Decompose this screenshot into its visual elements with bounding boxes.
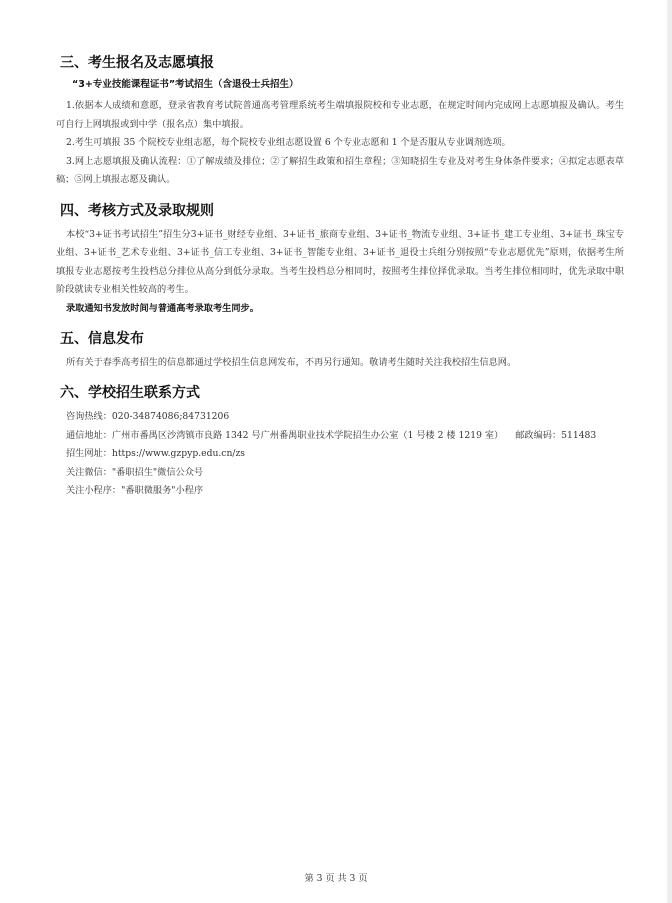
section-title: 四、考核方式及录取规则 xyxy=(60,202,214,219)
contact-miniprogram: 关注小程序："番职微服务"小程序 xyxy=(66,485,204,496)
section-contact xyxy=(56,384,624,501)
contact-postcode: 邮政编码：511483 xyxy=(515,429,597,441)
paragraph: 2.考生可填报 35 个院校专业组志愿，每个院校专业组志愿设置 6 个专业志愿和 1 个是否服从专业调剂选项。 xyxy=(66,137,511,148)
paragraph: 本校“3+证书考试招生”招生分3+证书_财经专业组、3+证书_旅商专业组、3+证书_物流专业组、3+证书_建工专业组、3+证书_珠宝专业组、3+证书_艺术专业组、3+证书_信工专业组、3+证书_智能专业组、3+证书_退役士兵组分别按照“专业志愿优先”原则，依据考生所填报专业志愿按考生投档总分排位从高分到低分录取。当考生投档总分相同时，按照考生排位择优录取。当考生排位相同时，优先录取中职阶段就读专业相关性较高的考生。 xyxy=(56,228,624,295)
paragraph: 所有关于春季高考招生的信息都通过学校招生信息网发布，不再另行通知。敬请考生随时关注我校招生信息网。 xyxy=(66,356,517,368)
section-title: 五、信息发布 xyxy=(60,330,144,347)
contact-website: 招生网址：https://www.gzpyp.edu.cn/zs xyxy=(66,448,246,459)
document-content xyxy=(56,54,624,513)
section-title: 三、考生报名及志愿填报 xyxy=(60,55,214,71)
paragraph: 1.依据本人成绩和意愿，登录省教育考试院普通高考管理系统考生端填报院校和专业志愿，在规定时间内完成网上志愿填报及确认。考生可自行上网填报或到中学（报名点）集中填报。 xyxy=(56,100,624,130)
contact-address-line xyxy=(66,427,624,446)
page-edge xyxy=(667,0,672,903)
contact-hotline: 咨询热线：020-34874086;84731206 xyxy=(66,411,230,422)
section-admission-rules xyxy=(56,202,624,318)
contact-address: 通信地址：广州市番禺区沙湾镇市良路 1342 号广州番禺职业技术学院招生办公室（1 号楼 2 楼 1219 室） xyxy=(66,429,504,441)
section-subtitle: “3+专业技能课程证书”考试招生（含退役士兵招生） xyxy=(72,79,299,90)
section-title: 六、学校招生联系方式 xyxy=(60,385,200,401)
page-number: 第 3 页 共 3 页 xyxy=(304,873,368,884)
contact-wechat: 关注微信："番职招生"微信公众号 xyxy=(66,466,204,478)
section-info-release xyxy=(56,330,624,373)
admission-note: 录取通知书发放时间与普通高考录取考生同步。 xyxy=(66,302,259,314)
section-registration xyxy=(56,54,624,190)
paragraph: 3.网上志愿填报及确认流程：①了解成绩及排位；②了解招生政策和招生章程；③知晓招生专业及对考生身体条件要求；④拟定志愿表草稿；⑤网上填报志愿及确认。 xyxy=(56,155,624,185)
